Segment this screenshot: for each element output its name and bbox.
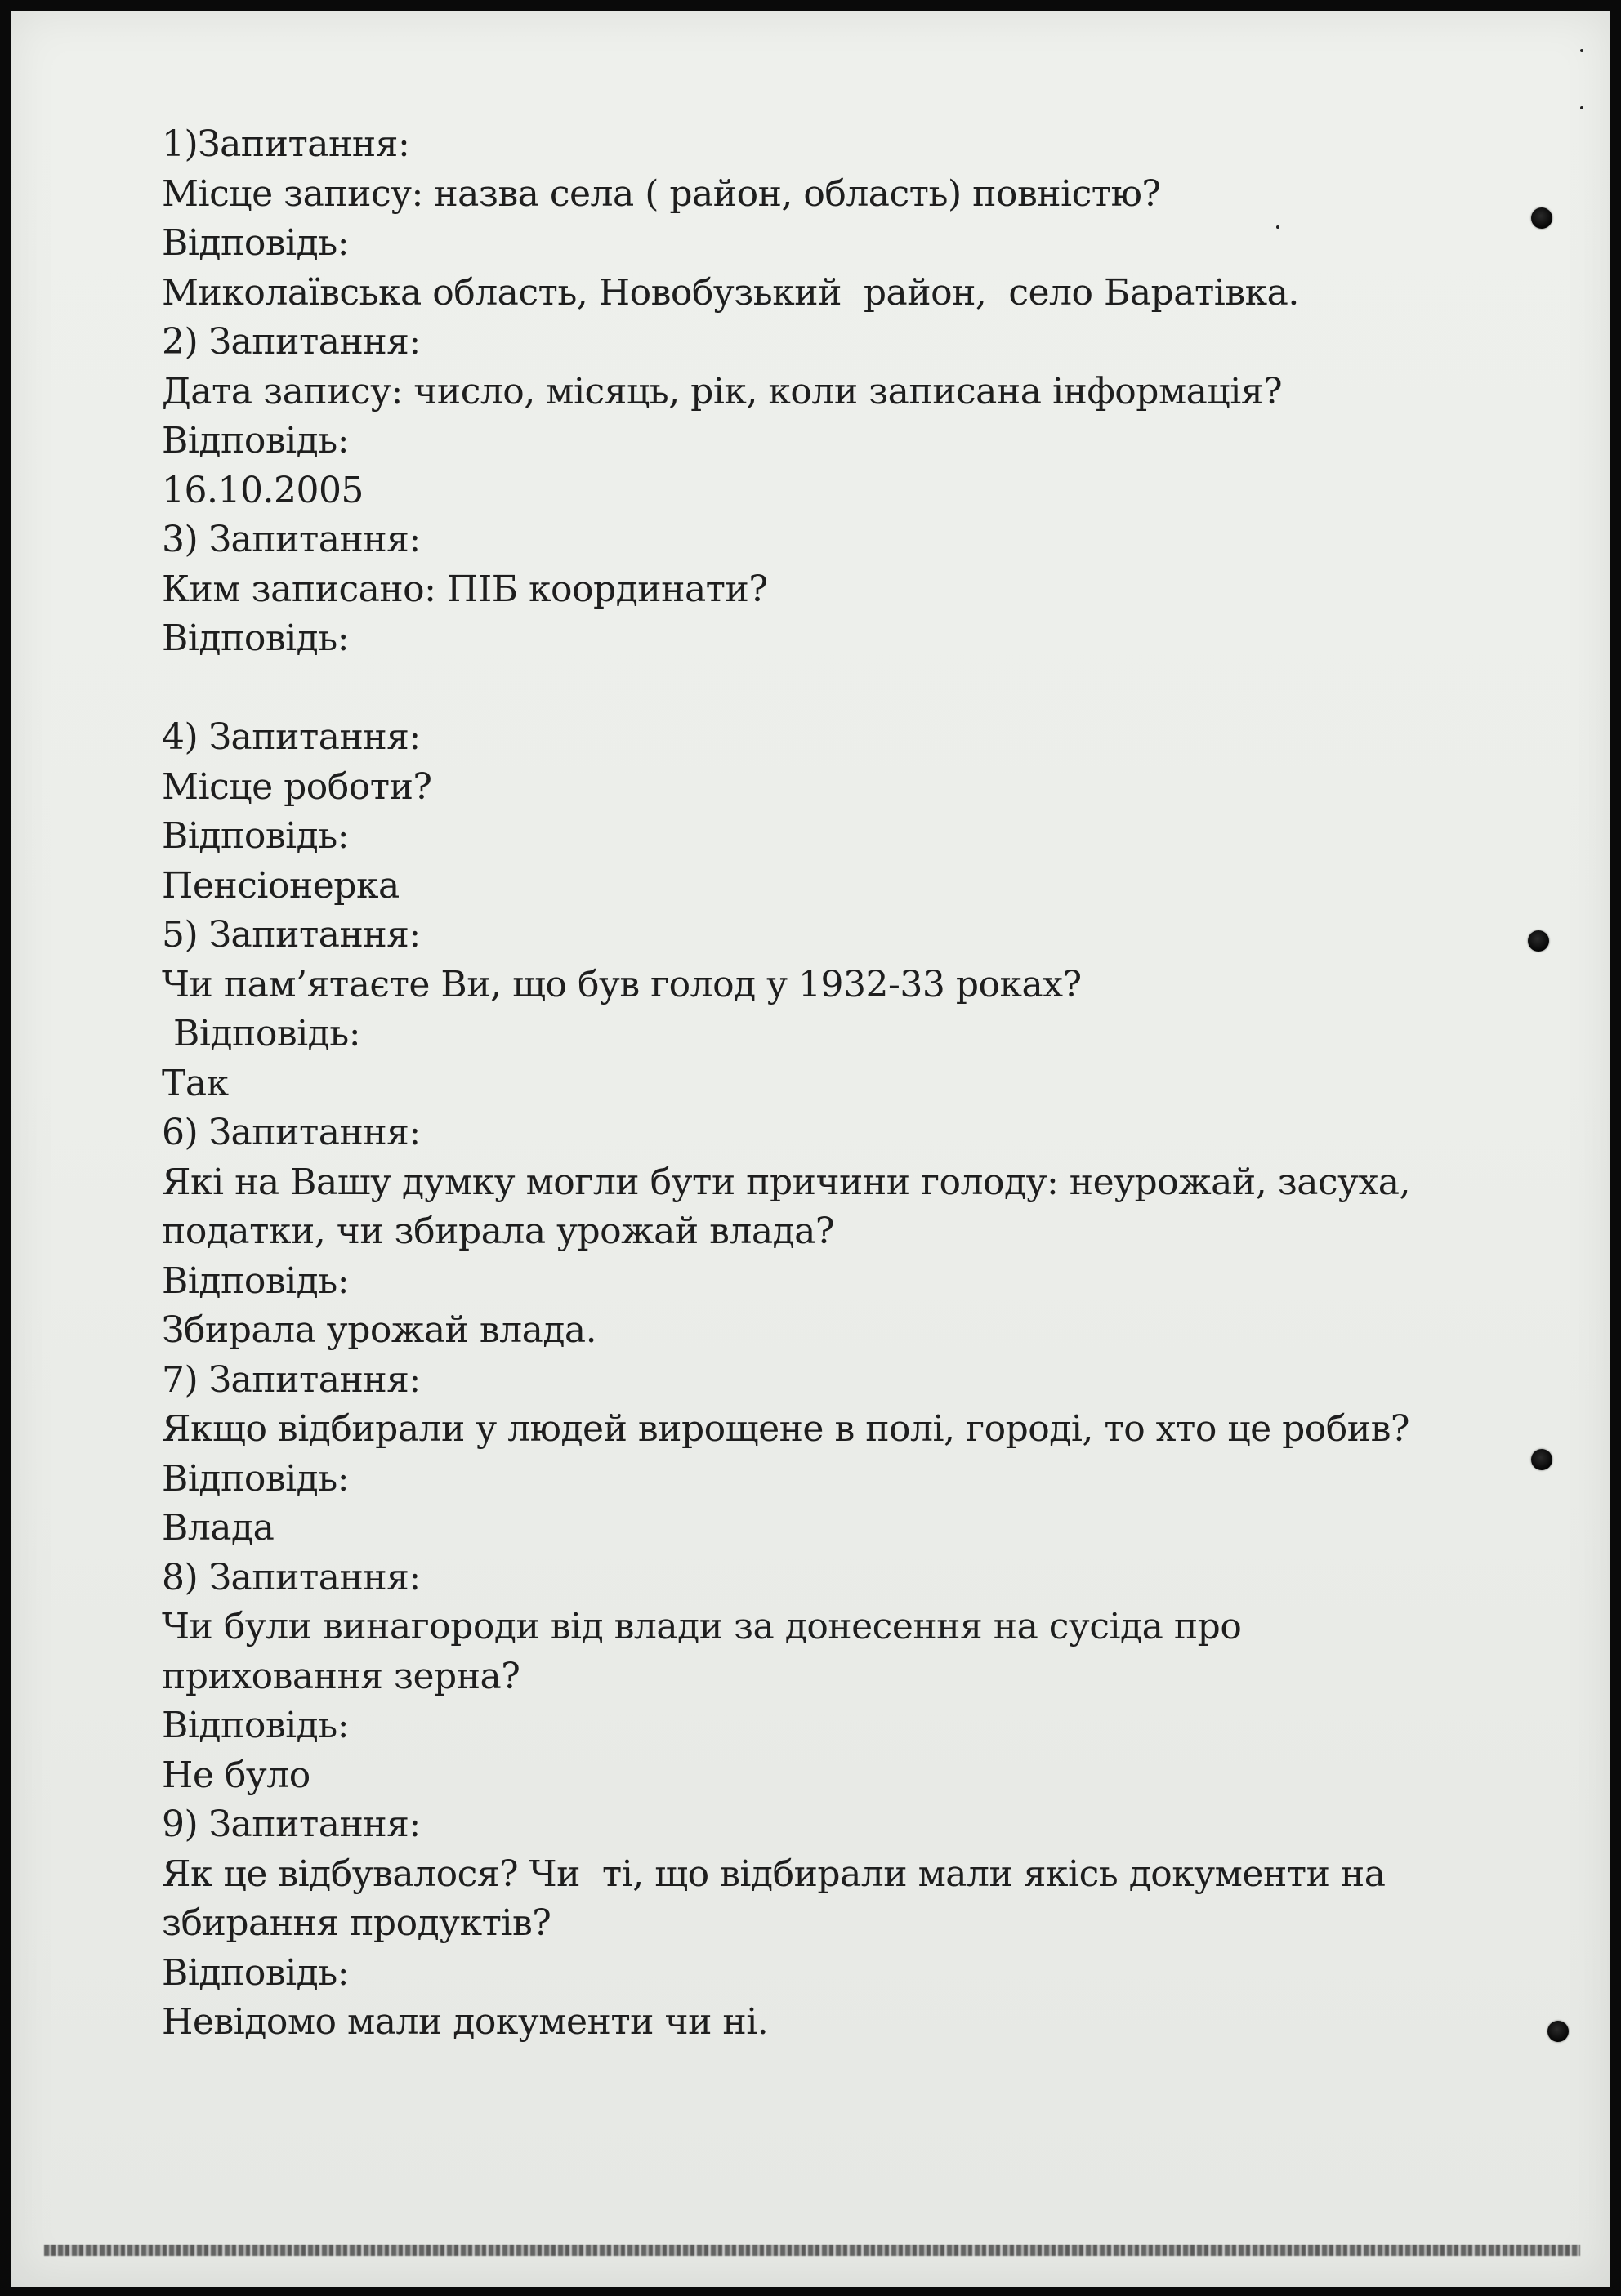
text-line: Відповідь: (162, 815, 350, 857)
punch-hole (1531, 207, 1552, 229)
paper-speck (1580, 106, 1583, 109)
text-line: 16.10.2005 (162, 469, 364, 511)
text-line: Миколаївська область, Новобузький район, село Баратівка. (162, 271, 1299, 314)
text-line: 6) Запитання: (162, 1112, 421, 1153)
text-line: 2) Запитання: (162, 321, 421, 363)
paper-speck (1580, 49, 1583, 52)
text-line: 8) Запитання: (162, 1556, 421, 1598)
text-line: 4) Запитання: (162, 716, 421, 758)
text-line: Чи пам’ятаєте Ви, що був голод у 1932-33 роках? (162, 963, 1082, 1005)
text-line: Відповідь: (162, 222, 350, 264)
text-line: Відповідь: (162, 1951, 350, 1994)
text-line: Дата запису: число, місяць, рік, коли записана інформація? (162, 370, 1283, 412)
text-line: Невідомо мали документи чи ні. (162, 2001, 769, 2043)
text-line: Місце запису: назва села ( район, область) повністю? (162, 172, 1161, 215)
text-line: Які на Вашу думку могли бути причини голоду: неурожай, засуха, (162, 1161, 1410, 1203)
text-line: 1)Запитання: (162, 123, 410, 165)
scan-edge-strip (44, 2245, 1580, 2256)
text-line: Відповідь: (162, 420, 350, 461)
text-line: Влада (162, 1507, 275, 1549)
text-line: Місце роботи? (162, 765, 432, 808)
text-line: 5) Запитання: (162, 914, 421, 956)
text-line: Як це відбувалося? Чи ті, що відбирали мали якісь документи на (162, 1852, 1386, 1895)
text-line: 3) Запитання: (162, 519, 421, 560)
text-line: Не було (162, 1754, 310, 1796)
text-line: Відповідь: (162, 1259, 350, 1302)
punch-hole (1547, 2021, 1569, 2042)
text-line: Збирала урожай влада. (162, 1309, 597, 1351)
document-text (162, 120, 1469, 2048)
text-line: збирання продуктів? (162, 1902, 551, 1944)
text-line: податки, чи збирала урожай влада? (162, 1210, 835, 1252)
text-line: Чи були винагороди від влади за донесення на сусіда про (162, 1606, 1242, 1647)
punch-hole (1531, 1449, 1552, 1470)
text-line: Відповідь: (162, 1457, 350, 1500)
text-line: Відповідь: (162, 617, 350, 659)
document-page (11, 11, 1610, 2287)
paper-speck (1276, 225, 1279, 229)
text-line: Ким записано: ПІБ координати? (162, 568, 768, 610)
punch-hole (1528, 930, 1549, 952)
text-line: Якщо відбирали у людей вирощене в полі, городі, то хто це робив? (162, 1408, 1409, 1450)
text-line: Пенсіонерка (162, 864, 400, 907)
text-line: Відповідь: (162, 1705, 350, 1746)
text-line: 7) Запитання: (162, 1358, 421, 1401)
blank-line (162, 664, 1469, 714)
text-line: приховання зерна? (162, 1655, 520, 1697)
text-line: 9) Запитання: (162, 1803, 421, 1845)
text-line: Так (162, 1062, 229, 1104)
text-line: Відповідь: (173, 1013, 361, 1054)
